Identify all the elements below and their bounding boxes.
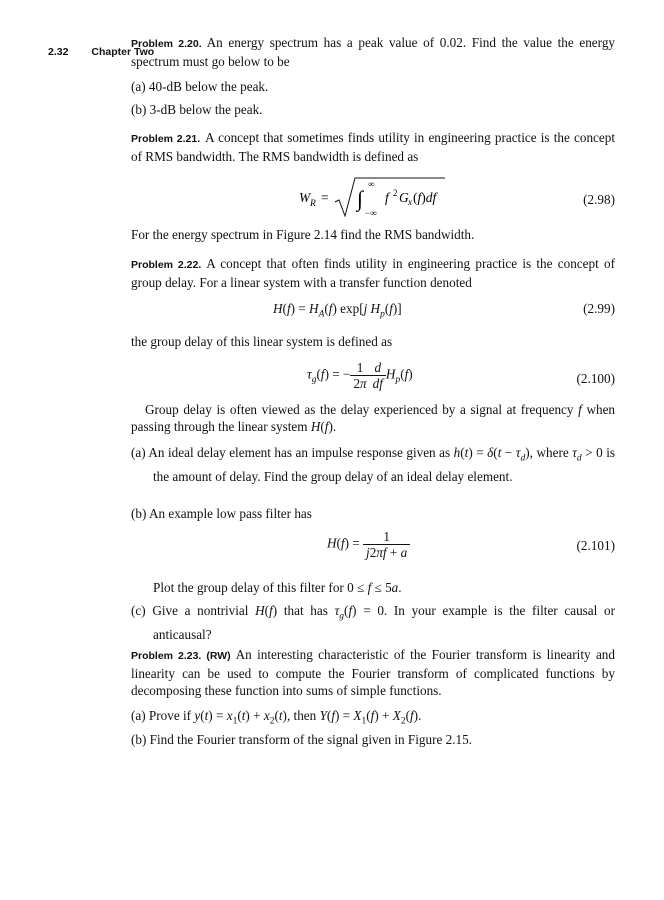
problem-text: An energy spectrum has a peak value of 0.02. Find the value the energy spectrum must go below to be — [131, 35, 616, 69]
equation-2-101 — [131, 525, 615, 571]
problem-text: A concept that often finds utility in engineering practice is the concept of group delay. For a linear system with a transfer function denoted — [131, 256, 616, 290]
group-delay-formula: $\tau_g(f)$ = − $\frac{1}{2\pi}$ $\frac{d}{df}$ $H_p(f)$ — [307, 360, 413, 391]
equation-number: (2.99) — [583, 301, 615, 316]
transfer-function-formula: $H(f) = H_A(f)$ exp[j $H_p(f)$] — [273, 301, 402, 320]
equation-2-99 — [131, 298, 615, 320]
equation-number: (2.101) — [576, 538, 615, 553]
svg-text:f: f — [385, 190, 389, 205]
equation-2-98 — [131, 172, 615, 220]
svg-text:∞: ∞ — [368, 179, 375, 189]
chapter-title: Chapter Two — [91, 46, 155, 58]
problem-2-20-part-a: (a) 40-dB below the peak. — [131, 79, 269, 94]
problem-label: Problem 2.20. — [131, 38, 202, 50]
svg-text:G: G — [399, 190, 409, 205]
group-delay-paragraph: Group delay is often viewed as the delay experienced by a signal at frequency f when passing through the linear system H(f). — [131, 402, 616, 434]
problem-label: Problem 2.23. (RW) — [131, 650, 231, 662]
problem-2-21-question: For the energy spectrum in Figure 2.14 find the RMS bandwidth. — [131, 227, 475, 242]
problem-text: An interesting characteristic of the Fourier transform is linearity and linearity can be used to compute the Fourier transform of complicated functions by decomposing these function into sums of simple functions. — [131, 647, 615, 698]
problem-2-22-part-a: (a) An ideal delay element has an impulse response given as $h(t) = \delta(t - \tau_d)$, where $\tau_d > 0$ is the amount of delay. Find the group delay of an ideal delay element. — [131, 445, 615, 484]
problem-text: A concept that sometimes finds utility in engineering practice is the concept of RMS bandwidth. The RMS bandwidth is defined as — [131, 130, 615, 164]
problem-2-22 — [131, 255, 615, 291]
svg-text:W: W — [299, 190, 311, 205]
svg-text:2: 2 — [393, 188, 398, 198]
problem-2-22-part-b: (b) An example low pass filter has — [131, 506, 312, 521]
page-number: 2.32 — [48, 46, 69, 58]
svg-text:x: x — [408, 197, 412, 207]
problem-2-23-part-b: (b) Find the Fourier transform of the signal given in Figure 2.15. — [131, 732, 472, 747]
rms-bandwidth-formula — [299, 172, 549, 220]
low-pass-filter-formula: H(f) = $\frac{1}{j2\pi f + a}$ — [327, 529, 410, 560]
equation-2-100 — [131, 356, 615, 396]
problem-label: Problem 2.21. — [131, 133, 201, 145]
problem-2-23 — [131, 646, 615, 699]
svg-text:=: = — [321, 190, 329, 205]
svg-text:∫: ∫ — [357, 186, 364, 211]
problem-2-21 — [131, 129, 615, 165]
problem-2-22-definition: the group delay of this linear system is defined as — [131, 334, 393, 349]
problem-2-23-part-a: (a) Prove if $y(t) = x_1(t) + x_2(t)$, then $Y(f) = X_1(f) + X_2(f)$. — [131, 708, 422, 727]
svg-text:−∞: −∞ — [365, 208, 377, 218]
problem-2-20-part-b: (b) 3-dB below the peak. — [131, 102, 263, 117]
plot-instruction: Plot the group delay of this filter for 0 ≤ f ≤ 5a. — [153, 580, 402, 595]
equation-number: (2.98) — [583, 192, 615, 207]
problem-2-22-part-c: (c) Give a nontrivial H(f) that has $\tau_g(f) = 0$. In your example is the filter causal or anticausal? — [131, 603, 615, 642]
svg-text:(f)df: (f)df — [413, 190, 437, 205]
svg-text:R: R — [310, 199, 316, 209]
problem-label: Problem 2.22. — [131, 259, 202, 271]
problem-2-20 — [131, 34, 615, 70]
equation-number: (2.100) — [576, 371, 615, 386]
